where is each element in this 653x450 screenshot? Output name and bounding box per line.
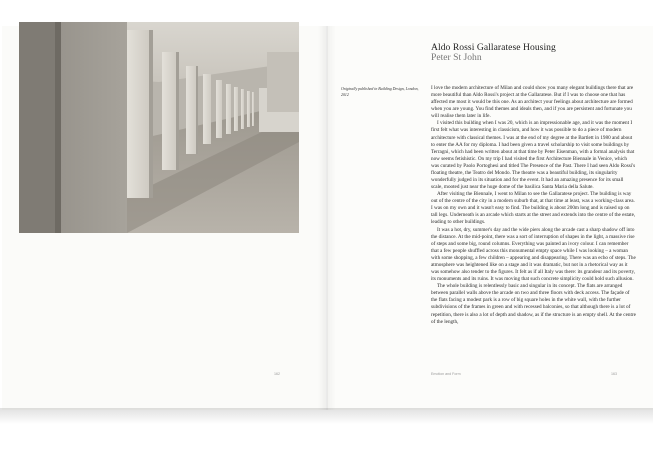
body-paragraph: The whole building is relentlessly basic and singular in its concept. The flats are arranged between parallel walls above the arcade on two and three floors with deck access. The façade of the flats facing a modest park is a row of big square holes in the white wall, with the further subdivisions of the frames in green and with recessed balconies, so that although there is a lot of repetition, there is also a lot of depth and shadow, as if the structure is an empty shell. At the centre of the length, (431, 283, 636, 325)
page-number-right: 163 (611, 372, 617, 376)
body-paragraph: It was a hot, dry, summer's day and the wide piers along the arcade cast a sharp shadow off into the distance. At the mid-point, there was a sort of interruption of shapes in the light, a massive rise of steps and some big, round columns. Everything was painted an ivory colour. I can remember that a few people shuffled across this monumental empty space while I was looking – a woman with some shopping, a few children – appearing and disappearing. There was an echo of steps. The atmosphere was heightened like on a stage and it was dramatic, but not in a rhetorical way as it was somehow also tender to the figures. It felt as if all Italy was there: its grandeur and its poverty, its monuments and its ruins. It was moving that such concrete simplicity could hold such allusion. (431, 226, 636, 283)
colonnade-photo (19, 22, 299, 233)
article-body (431, 85, 636, 373)
publication-note: Originally published in Building Design, London, 2012 (341, 87, 419, 97)
running-footer: Emotion and Form (431, 372, 461, 376)
body-paragraph: I love the modern architecture of Milan and could show you many elegant buildings there that are more beautiful than Aldo Rossi's project at the Gallaratese. But if I was to choose one that has affected me most it would be this one. As an architect your feelings about architecture are formed when you are young. You find themes and ideals then, and if you are persistent and fortunate you will realise them later in life. (431, 85, 634, 120)
page-shadow (0, 408, 653, 424)
article-author: Peter St John (431, 52, 482, 63)
book-gutter (318, 26, 336, 410)
page-number-left: 162 (274, 372, 280, 376)
body-paragraph: I visited this building when I was 20, which is an impressionable age, and it was the moment I first felt what was interesting in classicism, and how it was possible to do a piece of modern architecture with classical themes. I was at the end of my degree at the Bartlett in 1980 and about to enter the AA for my diploma. I had been given a travel scholarship to visit some buildings by Terragni, which had been written about at that time by Peter Eisenman, with a formal analysis that now seems fetishistic. On my trip I had visited the first Architecture Biennale in Venice, which was curated by Paolo Portoghesi and titled The Presence of the Past. There I had seen Aldo Rossi's floating theatre, the Teatro del Mondo. The theatre was a beautiful building, its singularity wonderfully judged in its situation and for the event. It had an amazing presence for its small scale, mooted just near the huge dome of the basilica Santa Maria della Salute. (431, 120, 636, 191)
article-title: Aldo Rossi Gallaratese Housing (431, 42, 556, 53)
body-paragraph: After visiting the Biennale, I went to Milan to see the Gallaratese project. The building is way out of the centre of the city in a modern suburb that, at that time at least, was a working-class area. I was on my own and it wasn't easy to find. The building is about 200m long and is raised up on tall legs. Underneath is an arcade which starts at the street and extends into the centre of the estate, leading to other buildings. (431, 191, 636, 226)
